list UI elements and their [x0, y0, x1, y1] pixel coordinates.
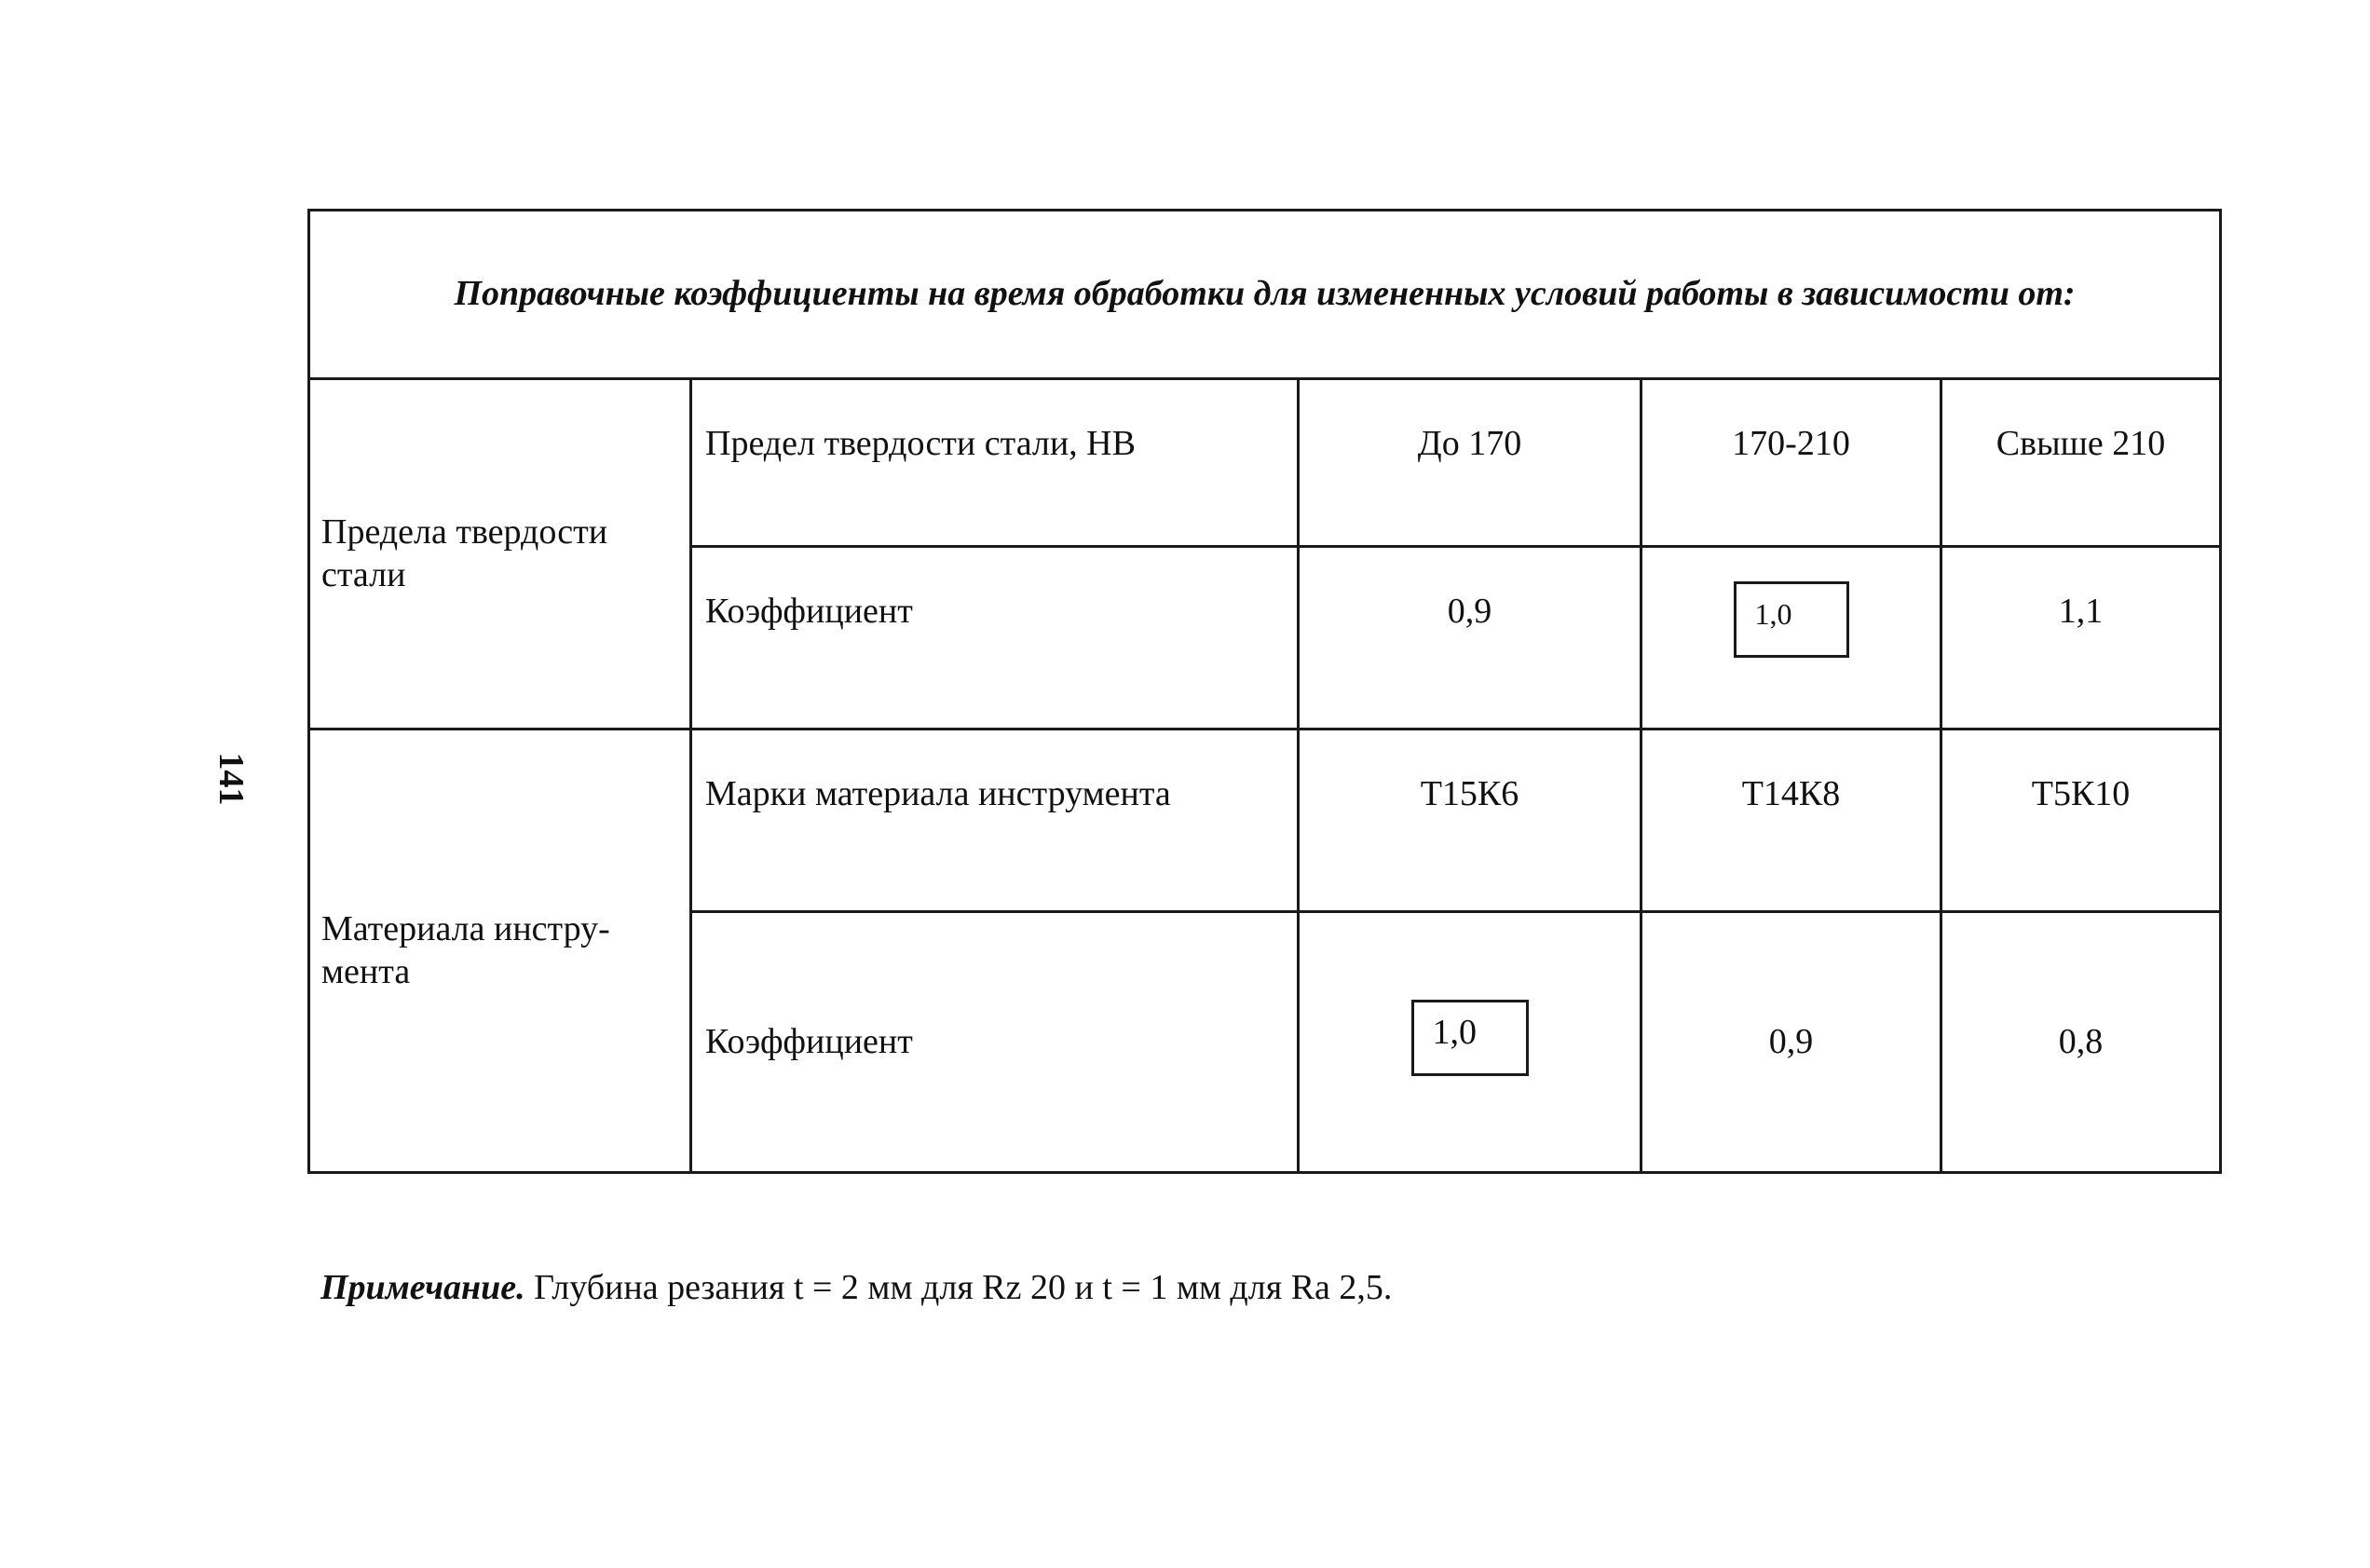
table-cell: До 170 — [1299, 379, 1641, 547]
table-cell: Т14К8 — [1641, 729, 1941, 912]
row-label-hardness: Предел твердости стали, НВ — [691, 379, 1299, 547]
page-number: 141 — [211, 752, 251, 806]
table-cell: Свыше 210 — [1941, 379, 2221, 547]
table-cell: 0,8 — [1941, 912, 2221, 1173]
row-label-coefficient: Коэффициент — [691, 912, 1299, 1173]
table-cell: 0,9 — [1641, 912, 1941, 1173]
boxed-value: 1,0 — [1411, 1000, 1529, 1076]
table-row — [309, 729, 2221, 912]
group-tool-material: Материала инстру-мента — [309, 729, 691, 1173]
table-cell: Т5К10 — [1941, 729, 2221, 912]
table-cell: 1,1 — [1941, 547, 2221, 729]
table-cell — [1299, 912, 1641, 1173]
table-cell: 0,9 — [1299, 547, 1641, 729]
correction-coefficients-table — [307, 209, 2222, 1174]
group-hardness: Предела твердости стали — [309, 379, 691, 729]
table-cell: Т15К6 — [1299, 729, 1641, 912]
row-label-tool-grade: Марки материала инструмента — [691, 729, 1299, 912]
boxed-value: 1,0 — [1734, 581, 1849, 658]
table-title-row — [309, 211, 2221, 379]
table-row — [309, 379, 2221, 547]
footnote-text: Глубина резания t = 2 мм для Rz 20 и t = 1 мм для Ra 2,5. — [524, 1268, 1393, 1307]
footnote-label: Примечание. — [320, 1268, 525, 1307]
row-label-coefficient: Коэффициент — [691, 547, 1299, 729]
table-title: Поправочные коэффициенты на время обработки для измененных условий работы в зависимости от: — [309, 211, 2221, 379]
footnote — [320, 1267, 1392, 1308]
table-cell — [1641, 547, 1941, 729]
table-cell: 170-210 — [1641, 379, 1941, 547]
